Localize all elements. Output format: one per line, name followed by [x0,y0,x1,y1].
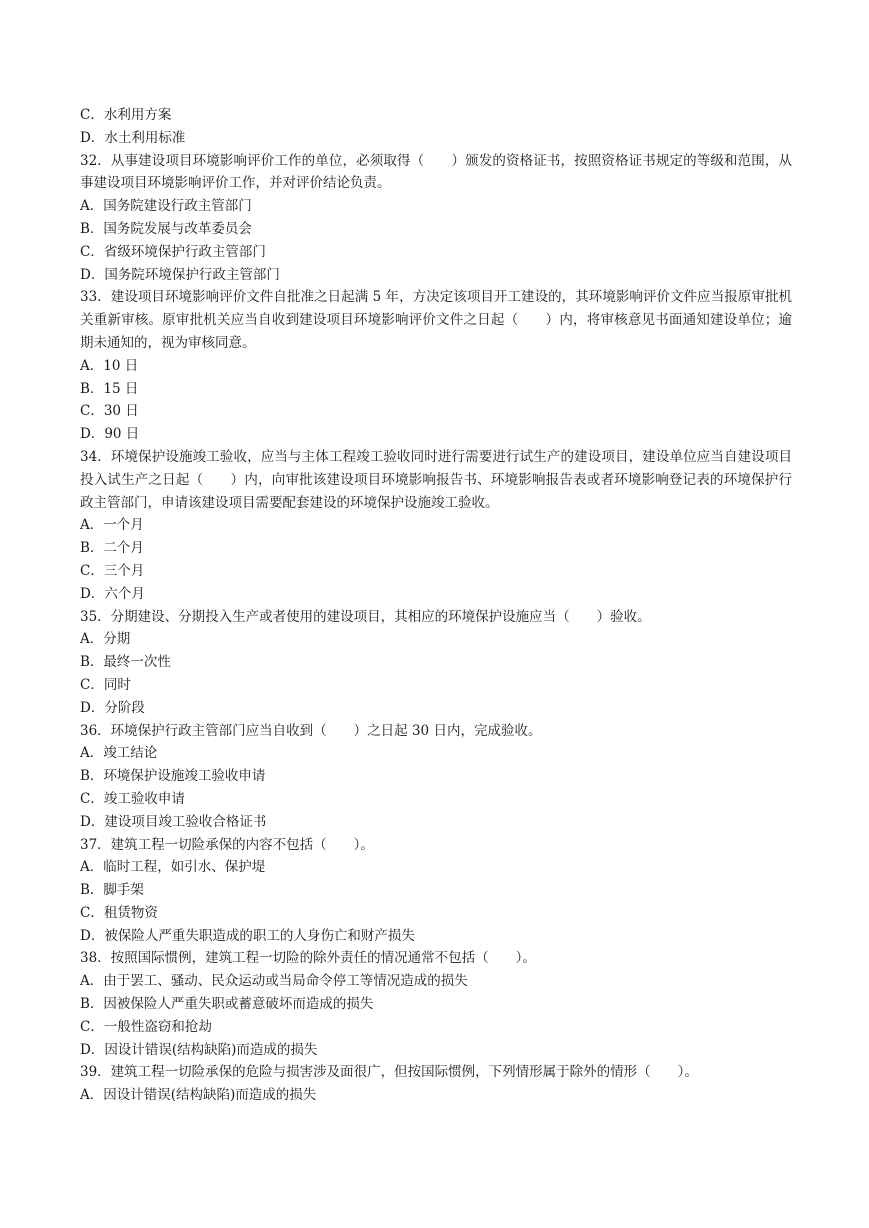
option: C．水利用方案 [80,107,172,123]
option: A．由于罢工、骚动、民众运动或当局命令停工等情况造成的损失 [80,973,468,990]
option: C．租赁物资 [80,904,158,921]
question-38-stem: 38．按照国际惯例，建筑工程一切险的除外责任的情况通常不包括（ ）。 [80,950,536,967]
option: B．因被保险人严重失职或蓄意破坏而造成的损失 [80,996,374,1013]
option: C．竣工验收申请 [80,790,185,807]
question-39-stem: 39．建筑工程一切险承保的危险与损害涉及面很广，但按国际惯例，下列情形属于除外的情形（ ）。 [80,1064,698,1081]
option: A．分期 [80,631,131,648]
option: A．国务院建设行政主管部门 [80,198,252,215]
option: B．脚手架 [80,882,144,899]
option: B．最终一次性 [80,654,171,671]
option: D．分阶段 [80,699,145,716]
option: A．一个月 [80,517,144,534]
option: C．省级环境保护行政主管部门 [80,243,266,260]
option: D．被保险人严重失职造成的职工的人身伤亡和财产损失 [80,927,415,944]
option: C．同时 [80,676,131,693]
option: C．30 日 [80,403,139,420]
question-37-stem: 37．建筑工程一切险承保的内容不包括（ ）。 [80,836,374,853]
option: D．建设项目竣工验收合格证书 [80,813,267,830]
question-35-stem: 35．分期建设、分期投入生产或者使用的建设项目，其相应的环境保护设施应当（ ）验收。 [80,608,651,625]
option: D．国务院环境保护行政主管部门 [80,266,280,283]
option: A．竣工结论 [80,745,158,762]
question-33-stem: 33．建设项目环境影响评价文件自批准之日起满 5 年，方决定该项目开工建设的，其环境影响评价文件应当报原审批机关重新审核。原审批机关应当自收到建设项目环境影响评价文件之日起（ ）内，将审核意见书面通知建设单位；逾期未通知的，视为审核同意。 [80,289,792,351]
option: B．二个月 [80,540,144,557]
option: B．环境保护设施竣工验收申请 [80,768,266,785]
option: D．90 日 [80,426,140,443]
option: C．三个月 [80,562,145,579]
option: D．六个月 [80,585,145,602]
option: A．临时工程，如引水、保护堤 [80,859,266,876]
option: B．15 日 [80,380,139,397]
option: C．一般性盗窃和抢劫 [80,1018,212,1035]
question-list [80,104,792,1107]
option: D．水土利用标准 [80,129,186,146]
question-34-stem: 34．环境保护设施竣工验收，应当与主体工程竣工验收同时进行需要进行试生产的建设项目，建设单位应当自建设项目投入试生产之日起（ ）内，向审批该建设项目环境影响报告书、环境影响报告表或者环境影响登记表的环境保护行政主管部门，申请该建设项目需要配套建设的环境保护设施竣工验收。 [80,448,792,511]
option: B．国务院发展与改革委员会 [80,220,252,237]
option: D．因设计错误(结构缺陷)而造成的损失 [80,1041,318,1058]
option: A．因设计错误(结构缺陷)而造成的损失 [80,1087,317,1104]
question-36-stem: 36．环境保护行政主管部门应当自收到（ ）之日起 30 日内，完成验收。 [80,722,542,739]
option: A．10 日 [80,357,139,374]
question-32-stem: 32．从事建设项目环境影响评价工作的单位，必须取得（ ）颁发的资格证书，按照资格证书规定的等级和范围，从事建设项目环境影响评价工作，并对评价结论负责。 [80,152,792,192]
